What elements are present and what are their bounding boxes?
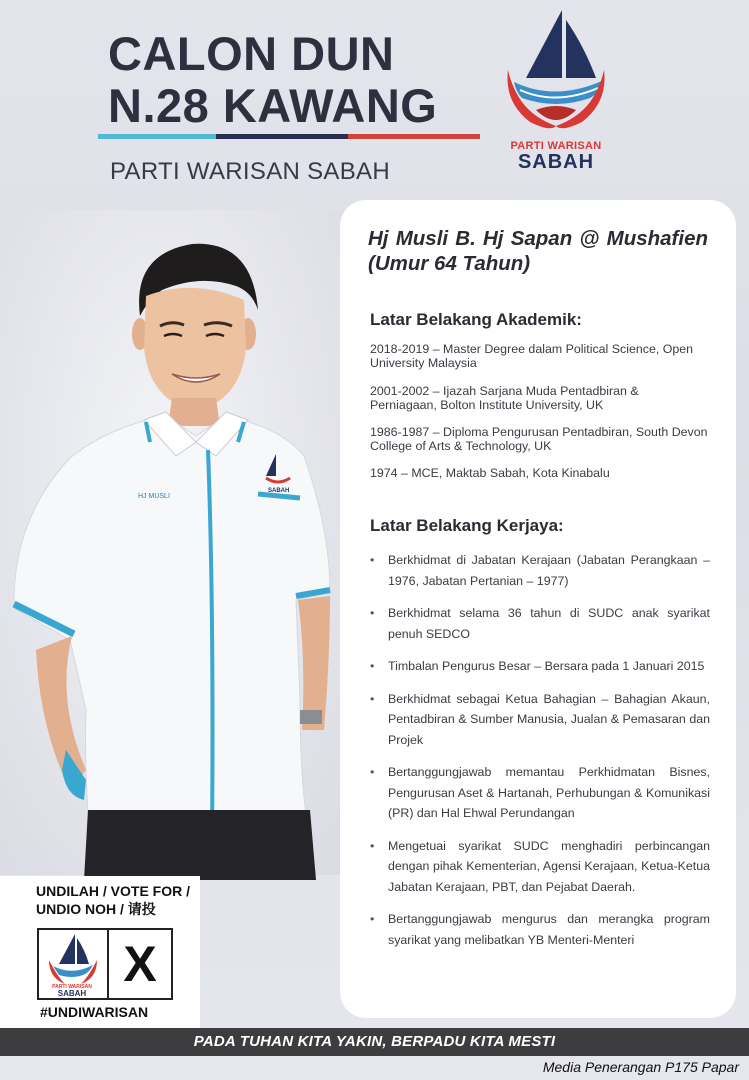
vote-label-line-1: UNDILAH / VOTE FOR / [36, 883, 190, 899]
career-heading: Latar Belakang Kerjaya: [370, 516, 564, 535]
party-logo [500, 6, 612, 173]
ballot-box [37, 928, 173, 1000]
slogan: PADA TUHAN KITA YAKIN, BERPADU KITA MESTI [193, 1033, 556, 1050]
title-underline [98, 134, 480, 139]
sailboat-logo-icon [500, 6, 612, 140]
career-item: • Mengetuai syarikat SUDC menghadiri perbincangan dengan pihak Kementerian, Agensi Kerajaan, Ketua-Ketua Jabatan Kerajaan, PBT, dan Pejabat Daerah. [368, 836, 710, 898]
shirt-badge-text: SABAH [268, 488, 290, 494]
logo-text-large: SABAH [517, 151, 595, 173]
academic-item: 1974 – MCE, Maktab Sabah, Kota Kinabalu [370, 466, 610, 480]
title-line-1: CALON DUN [108, 27, 395, 80]
vote-label [36, 882, 190, 918]
career-item: • Bertanggungjawab mengurus dan merangka program syarikat yang melibatkan YB Menteri-Menteri [368, 909, 710, 950]
credit-text: Media Penerangan P175 Papar [542, 1059, 739, 1075]
ballot-party-logo-icon [39, 930, 105, 998]
hashtag: #UNDIWARISAN [40, 1004, 149, 1020]
logo-text-small: PARTI WARISAN [510, 140, 602, 152]
page-title [108, 28, 437, 132]
career-item: • Berkhidmat di Jabatan Kerajaan (Jabatan Perangkaan – 1976, Jabatan Pertanian – 1977) [368, 550, 710, 591]
ballot-logo-text-large: SABAH [57, 989, 87, 998]
career-item: • Bertanggungjawab memantau Perkhidmatan Bisnes, Pengurusan Aset & Hartanah, Perhubungan & Komunikasi (PR) dan Hal Ehwal Perundangan [368, 762, 710, 824]
academic-item: 2001-2002 – Ijazah Sarjana Muda Pentadbiran & Perniagaan, Bolton Institute University, UK [370, 384, 639, 412]
career-item: • Timbalan Pengurus Besar – Bersara pada 1 Januari 2015 [368, 656, 710, 677]
shirt-name-tag: HJ MUSLI [138, 493, 170, 500]
party-subtitle: PARTI WARISAN SABAH [110, 158, 390, 185]
ballot-mark: X [123, 936, 157, 992]
ballot-logo-text-small: PARTI WARISAN [52, 984, 92, 990]
academic-item: 1986-1987 – Diploma Pengurusan Pentadbiran, South Devon College of Arts & Technology, UK [370, 425, 708, 453]
title-line-2: N.28 KAWANG [108, 79, 438, 132]
candidate-name: Hj Musli B. Hj Sapan @ Mushafien (Umur 64 Tahun) [368, 227, 708, 275]
academic-item: 2018-2019 – Master Degree dalam Political Science, Open University Malaysia [370, 342, 694, 370]
candidate-photo [0, 230, 360, 880]
career-item: • Berkhidmat sebagai Ketua Bahagian – Bahagian Akaun, Pentadbiran & Sumber Manusia, Jualan & Pemasaran dan Projek [368, 689, 710, 751]
academic-heading: Latar Belakang Akademik: [370, 310, 582, 329]
career-item: • Berkhidmat selama 36 tahun di SUDC anak syarikat penuh SEDCO [368, 603, 710, 644]
career-list [368, 550, 710, 962]
vote-label-line-2: UNDIO NOH / 请投 [36, 901, 156, 917]
